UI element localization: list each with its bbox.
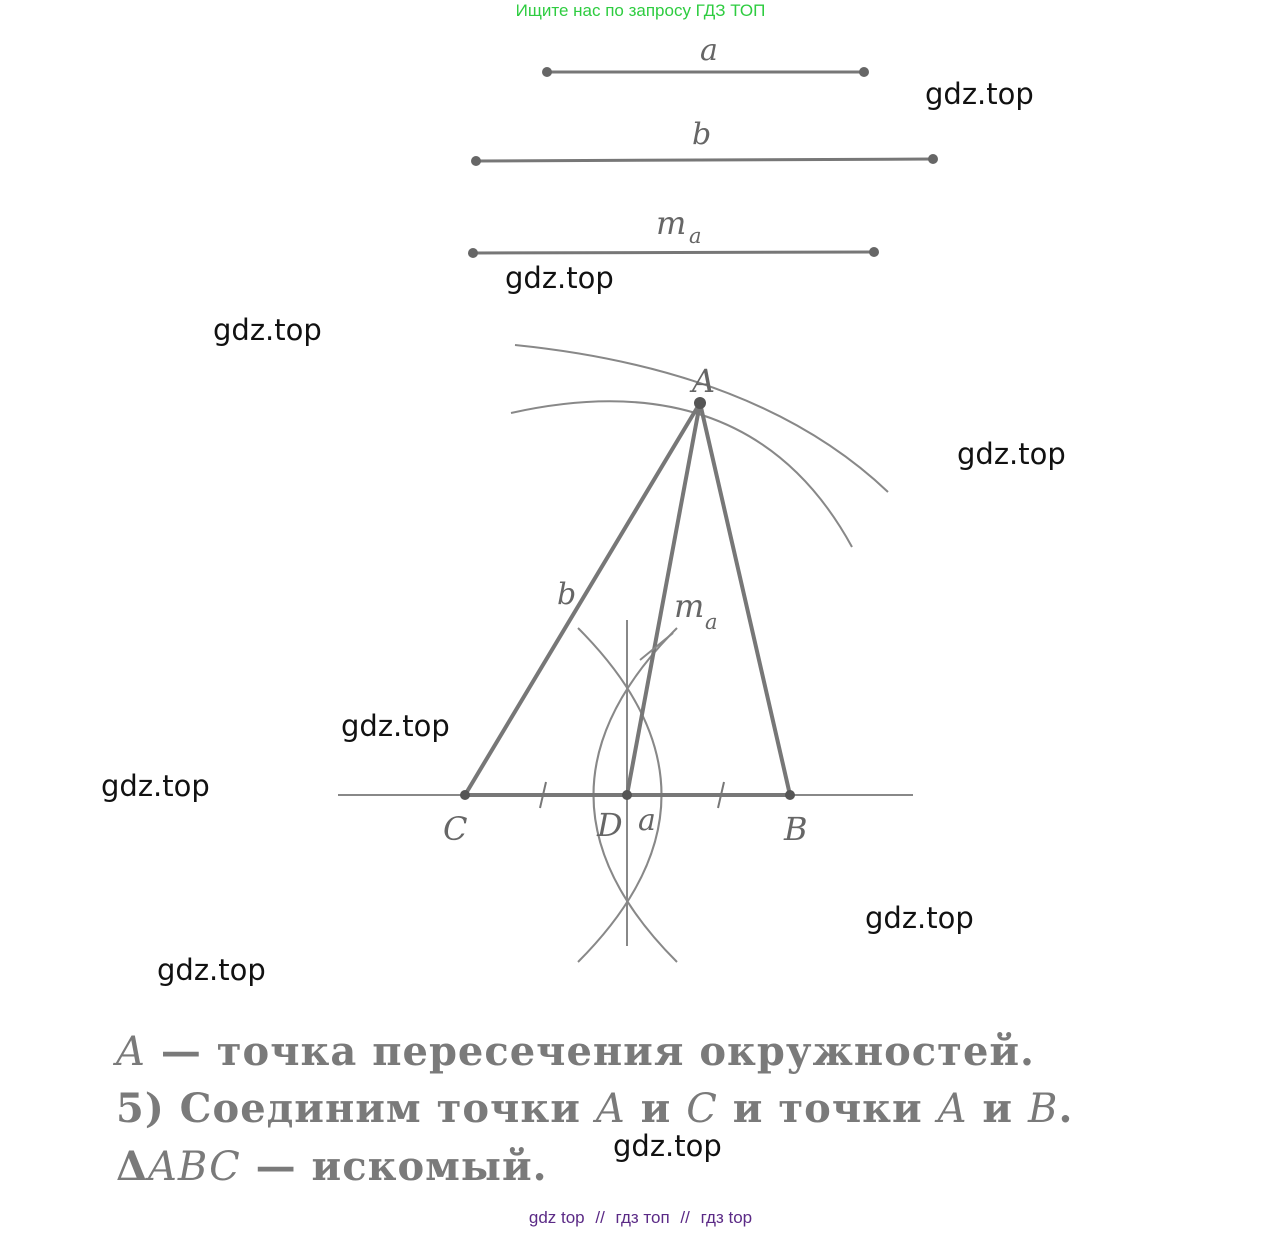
var-A: A — [116, 1029, 146, 1075]
solution-line-3: ΔABC — искомый. — [116, 1143, 548, 1190]
watermark: gdz.top — [865, 901, 974, 935]
watermark: gdz.top — [157, 953, 266, 987]
label-median-m: m — [674, 587, 705, 625]
segment-ma-subscript: a — [689, 224, 702, 248]
point-B-dot — [785, 790, 795, 800]
footer-link-gdz-top[interactable]: gdz top — [528, 1208, 585, 1227]
footer-link-gdz-top-ru[interactable]: гдз топ — [615, 1208, 670, 1227]
watermark: gdz.top — [957, 437, 1066, 471]
label-B: B — [784, 810, 808, 848]
watermark: gdz.top — [341, 709, 450, 743]
segment-ma-label: m — [656, 204, 687, 242]
side-AB — [700, 403, 790, 795]
label-C: C — [443, 810, 468, 848]
label-median-sub: a — [705, 610, 718, 634]
segment-ma — [468, 204, 879, 258]
watermark: gdz.top — [613, 1129, 722, 1163]
watermark: gdz.top — [505, 261, 614, 295]
solution-line-2: 5) Соединим точки A и C и точки A и B. — [116, 1085, 1074, 1132]
segment-b-label: b — [692, 117, 712, 152]
footer-separator: // — [595, 1208, 605, 1227]
footer-links — [0, 1208, 1281, 1228]
label-A: A — [692, 362, 716, 400]
label-side-b: b — [557, 577, 577, 612]
segment-a — [542, 33, 869, 77]
segment-b — [471, 117, 938, 166]
segment-a-label: a — [700, 33, 718, 68]
point-D-dot — [622, 790, 632, 800]
label-side-a: a — [638, 803, 656, 838]
search-hint: Ищите нас по запросу ГДЗ ТОП — [515, 1, 766, 20]
arc-radius-ma — [511, 401, 852, 547]
watermark: gdz.top — [101, 769, 210, 803]
footer-separator: // — [680, 1208, 690, 1227]
footer-link-gdz-top-mixed[interactable]: гдз top — [700, 1208, 753, 1227]
watermark: gdz.top — [925, 77, 1034, 111]
point-C-dot — [460, 790, 470, 800]
watermark: gdz.top — [213, 313, 322, 347]
label-D: D — [597, 806, 623, 844]
solution-line-1: A — точка пересечения окружностей. — [116, 1028, 1035, 1075]
